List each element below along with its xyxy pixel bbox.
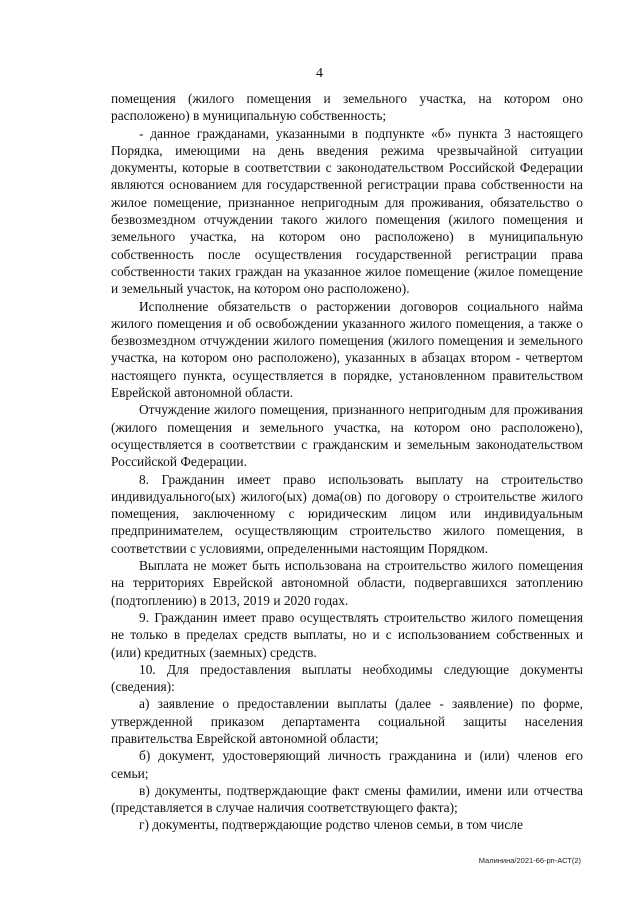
paragraph-execution: Исполнение обязательств о расторжении договоров социального найма жилого помещения и об освобождении указанного жилого помещения, а также о безвозмездном отчуждении жилого помещения (жилого помещения и земельного участка, на котором оно расположено), указанных в абзацах втором - четвертом настоящего пункта, осуществляется в порядке, установленном правительством Еврейской автономной области. [111, 298, 583, 401]
paragraph-alienation: Отчуждение жилого помещения, признанного непригодным для проживания (жилого помещения и земельного участка, на котором оно расположено), осуществляется в соответствии с гражданским и земельным законодательством Российской Федерации. [111, 402, 583, 470]
paragraph-continuation: помещения (жилого помещения и земельного участка, на котором оно расположено) в муниципальную собственность; [111, 91, 583, 124]
paragraph-item-10-b: б) документ, удостоверяющий личность гражданина и (или) членов его семьи; [111, 748, 583, 781]
paragraph-item-10-v: в) документы, подтверждающие факт смены фамилии, имени или отчества (представляется в случае наличия соответствующего факта); [111, 782, 583, 816]
paragraph-item-10: 10. Для предоставления выплаты необходимы следующие документы (сведения): [111, 661, 583, 695]
paragraph-item-10-g: г) документы, подтверждающие родство членов семьи, в том числе [139, 817, 523, 833]
document-body [111, 90, 583, 834]
paragraph-item-10-a: а) заявление о предоставлении выплаты (далее - заявление) по форме, утвержденной приказом департамента социальной защиты населения правительства Еврейской автономной области; [111, 696, 583, 746]
footer-document-code: Малинина/2021-66-рп-АСТ(2) [478, 856, 581, 865]
page-number: 4 [316, 66, 323, 81]
paragraph-item-8: 8. Гражданин имеет право использовать выплату на строительство индивидуального(ых) жилого(ых) дома(ов) по договору о строительстве жилого помещения, заключенному с юридическим лицом или индивидуальным предпринимателем, осуществляющим строительство жилого помещения, в соответствии с условиями, определенными настоящим Порядком. [111, 471, 583, 556]
paragraph-item-9: 9. Гражданин имеет право осуществлять строительство жилого помещения не только в пределах средств выплаты, но и с использованием собственных и (или) кредитных (заемных) средств. [111, 609, 583, 660]
paragraph-obligation-b: - данное гражданами, указанными в подпункте «б» пункта 3 настоящего Порядка, имеющими на день введения режима чрезвычайной ситуации документы, которые в соответствии с законодательством Российской Федерации являются основанием для государственной регистрации права собственности на жилое помещение, признанное непригодным для проживания, обязательство о безвозмездном отчуждении такого жилого помещения (жилого помещения и земельного участка, на котором оно расположено) в муниципальную собственность после осуществления государственной регистрации права собственности таких граждан на указанное жилое помещение (жилое помещение и земельный участок, на котором оно расположено). [111, 125, 583, 297]
paragraph-restriction: Выплата не может быть использована на строительство жилого помещения на территориях Еврейской автономной области, подвергавшихся затоплению (подтоплению) в 2013, 2019 и 2020 годах. [111, 558, 583, 608]
